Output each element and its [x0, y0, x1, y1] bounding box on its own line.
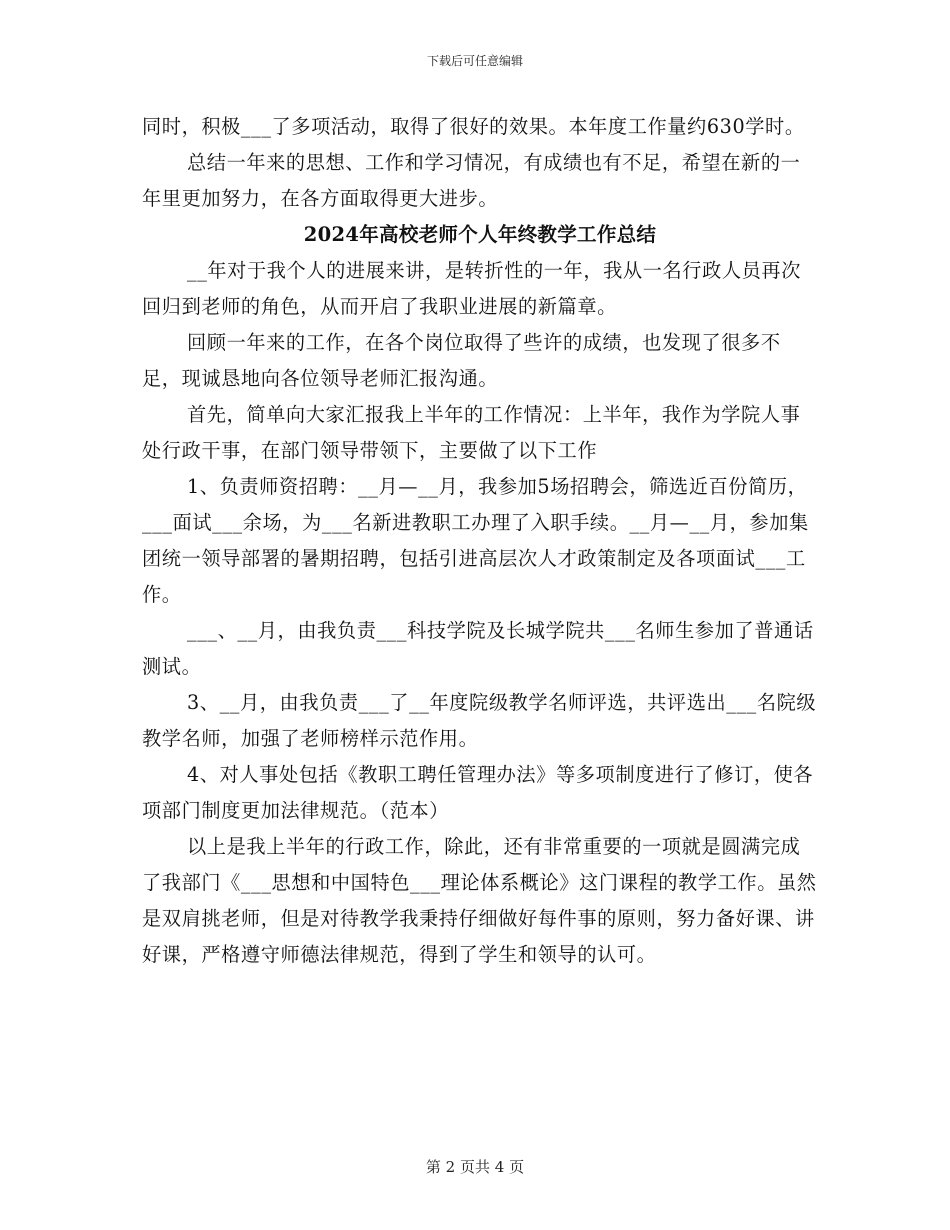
body-paragraph-4: 1、负责师资招聘：__月—__月，我参加5场招聘会，筛选近百份简历，___面试___余场，为___名新进教职工办理了入职手续。__月—__月，参加集团统一领导部署的暑期招聘，包括引进高层次人才政策制定及各项面试___工作。	[142, 475, 809, 606]
body-paragraph-2: 回顾一年来的工作，在各个岗位取得了些许的成绩，也发现了很多不足，现诚恳地向各位领导老师汇报沟通。	[142, 331, 781, 390]
page-number: 第 2 页共 4 页	[425, 1158, 525, 1176]
body-paragraph-5: ___、__月，由我负责___科技学院及长城学院共___名师生参加了普通话测试。	[142, 619, 814, 678]
document-body	[142, 109, 818, 973]
body-paragraph-1: __年对于我个人的进展来讲，是转折性的一年，我从一名行政人员再次回归到老师的角色，从而开启了我职业进展的新篇章。	[142, 259, 802, 318]
intro-paragraph-2: 总结一年来的思想、工作和学习情况，有成绩也有不足，希望在新的一年里更加努力，在各方面取得更大进步。	[142, 151, 801, 210]
section-title: 2024年高校老师个人年终教学工作总结	[303, 223, 657, 246]
body-paragraph-8: 以上是我上半年的行政工作，除此，还有非常重要的一项就是圆满完成了我部门《___思想和中国特色___理论体系概论》这门课程的教学工作。虽然是双肩挑老师，但是对待教学我秉持仔细做好每件事的原则，努力备好课、讲好课，严格遵守师德法律规范，得到了学生和领导的认可。	[142, 835, 817, 966]
body-paragraph-3: 首先，简单向大家汇报我上半年的工作情况：上半年，我作为学院人事处行政干事，在部门领导带领下，主要做了以下工作	[142, 403, 801, 462]
intro-paragraph-1: 同时，积极___了多项活动，取得了很好的效果。本年度工作量约630学时。	[142, 115, 805, 138]
body-paragraph-6: 3、__月，由我负责___了__年度院级教学名师评选，共评选出___名院级教学名师，加强了老师榜样示范作用。	[142, 691, 817, 750]
body-paragraph-7: 4、对人事处包括《教职工聘任管理办法》等多项制度进行了修订，使各项部门制度更加法律规范。（范本）	[142, 763, 814, 822]
page-header: 下载后可任意编辑	[426, 54, 523, 68]
